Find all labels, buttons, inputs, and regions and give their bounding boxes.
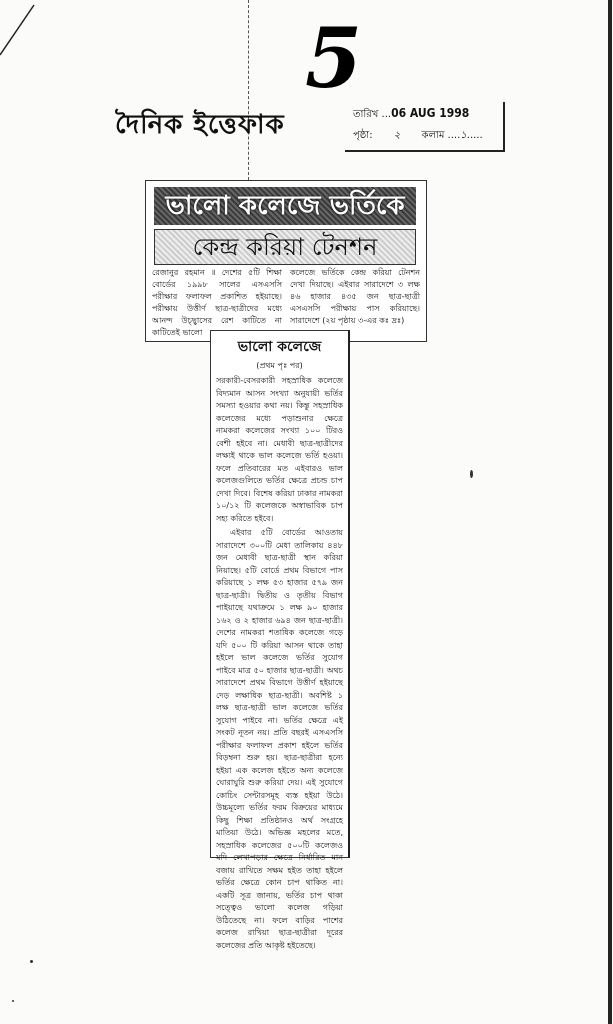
stamp-date-label: তারিখ [353,109,379,120]
lead-column-2 [290,267,420,339]
stamp-date-value: 06 AUG 1998 [391,106,470,120]
lead-columns [152,267,420,339]
folded-corner-mark [0,0,40,60]
archive-stamp [345,102,505,152]
stamp-column-value: ১ [460,130,467,141]
continuation-column [210,330,350,950]
stamp-page-label: পৃষ্ঠা [353,130,370,141]
scan-speck [30,960,33,963]
stamp-column-label: কলাম [421,130,445,141]
stamp-page-value: ২ [393,130,401,141]
continuation-heading: ভালো কলেজে [237,339,322,355]
continued-note: (২য় পৃষ্ঠায় ৩-এর কঃ দ্রঃ) [322,316,405,325]
continuation-subheading: (প্রথম পৃঃ পর) [256,361,303,370]
scan-speck [12,1000,14,1002]
continuation-paragraph: সরকারী-বেসরকারী সহস্রাধিক কলেজে বিদ্যমান আসন সংখ্যা অনুযায়ী ভর্তির সমস্যা হওয়ার কথা নয়। কিন্তু সহস্রাধিক কলেজের মধ্যে পড়াশুনার ক্ষেত্রে নামকরা কলেজের সংখ্যা ১০০ টিরও বেশী হইবে না। মেধাবী ছাত্র-ছাত্রীদের লক্ষ্যই থাকে ভাল কলেজে ভর্তি হওয়া। ফলে প্রতিবারের মত এইবারও ভাল কলেজগুলিতে ভর্তির ক্ষেত্রে প্রচন্ড চাপ দেখা দিবে। বিশেষ করিয়া ঢাকার নামকরা ১০/১২ টি কলেজকে অস্বাভাবিক চাপ সহ্য করিতে হইবে। [216,376,343,523]
stamp-date-row: তারিখ ...06 AUG 1998 [353,106,470,120]
headline-line-1: ভালো কলেজে ভর্তিকে [154,187,416,225]
article-clipping [145,180,427,342]
fold-line [248,0,249,180]
lead-column-1: রেজানুর রহমান ॥ দেশের ৫টি শিক্ষা বোর্ডের ১৯৯৮ সালের এসএসসি পরীক্ষার ফলাফল প্রকাশিত হইয়াছে। পরীক্ষায় উত্তীর্ণ ছাত্র-ছাত্রীদের মধ্যে আনন্দ উচ্ছ্বাসের রেশ কাটিতে না কাটিতেই ভালো [152,268,282,337]
handwritten-page-number: 5 [305,11,363,107]
continuation-paragraph: এইবার ৫টি বোর্ডের আওতায় সারাদেশে ৩০০টি মেধা তালিকায় ৪৪৮ জন মেধাবী ছাত্র-ছাত্রী স্থান করিয়া নিয়াছে। ৫টি বোর্ডে প্রথম বিভাগে পাস করিয়াছে ১ লক্ষ ৫৩ হাজার ৫৭৯ জন ছাত্র-ছাত্রী। দ্বিতীয় ও তৃতীয় বিভাগ পাইয়াছে যথাক্রমে ১ লক্ষ ৯০ হাজার ১৬২ ও ২ হাজার ৬৯৪ জন ছাত্র-ছাত্রী। দেশের নামকরা শতাধিক কলেজে গড়ে যদি ৫০০ টি করিয়া আসন থাকে তাহা হইলে ভাল কলেজে ভর্তির সুযোগ পাইবে মাত্র ৫০ হাজার ছাত্র-ছাত্রী। অথচ সারাদেশে প্রথম বিভাগে উত্তীর্ণ হইয়াছে দেড় লক্ষাধিক ছাত্র-ছাত্রী। অবশিষ্ট ১ লক্ষ ছাত্র-ছাত্রী ভাল কলেজে ভর্তির সুযোগ পাইবে না। ভর্তির ক্ষেত্রে এই সংকট নূতন নয়। প্রতি বছরই এসএসসি পরীক্ষার ফলাফল প্রকাশ হইলে ভর্তির বিড়ম্বনা শুরু হয়। ছাত্র-ছাত্রীরা হন্যে হইয়া এক কলেজ হইতে অন্য কলেজে ঘোরাঘুরি শুরু করিয়া দেয়। এই সুযোগে কোচিং সেন্টারসমূহ ব্যস্ত হইয়া উঠে। উচ্চমূল্যে ভর্তির ফরম বিক্রয়ের মাধ্যমে কিছু শিক্ষা প্রতিষ্ঠানও অর্থ সংগ্রহে মাতিয়া উঠে। অভিজ্ঞ মহলের মতে, সহস্রাধিক কলেজের ৫০০টি কলেজও যদি লেখাপড়ার ক্ষেত্রে নির্ধারিত মান বজায় রাখিতে সক্ষম হইত তাহা হইলে ভর্তির ক্ষেত্রে কোন চাপ থাকিত না। একটি সূত্র জানায়, ভর্তির চাপ থাকা সত্ত্বেও ভালো কলেজ গড়িয়া উঠিতেছে না। ফলে বাড়ির পাশের কলেজ রাখিয়া ছাত্র-ছাত্রীরা দূরের কলেজের প্রতি আকৃষ্ট হইতেছে। [216,528,343,950]
scan-edge [608,0,612,1024]
newspaper-masthead: দৈনিক ইত্তেফাক [115,110,285,140]
stamp-page-row: পৃষ্ঠা: ২ কলাম ....১..... [353,130,483,141]
headline-line-2: কেন্দ্র করিয়া টেনশন [154,229,416,265]
lead-column-2-text: কলেজে ভর্তিকে কেন্দ্র করিয়া টেনশন দেখা দিয়াছে। এইবার সারাদেশে ৩ লক্ষ ৪৬ হাজার ৪৩৫ জন ছাত্র-ছাত্রী এসএসসি পরীক্ষায় পাস করিয়াছে। সারাদেশে [290,268,420,325]
scan-speck [470,470,473,478]
